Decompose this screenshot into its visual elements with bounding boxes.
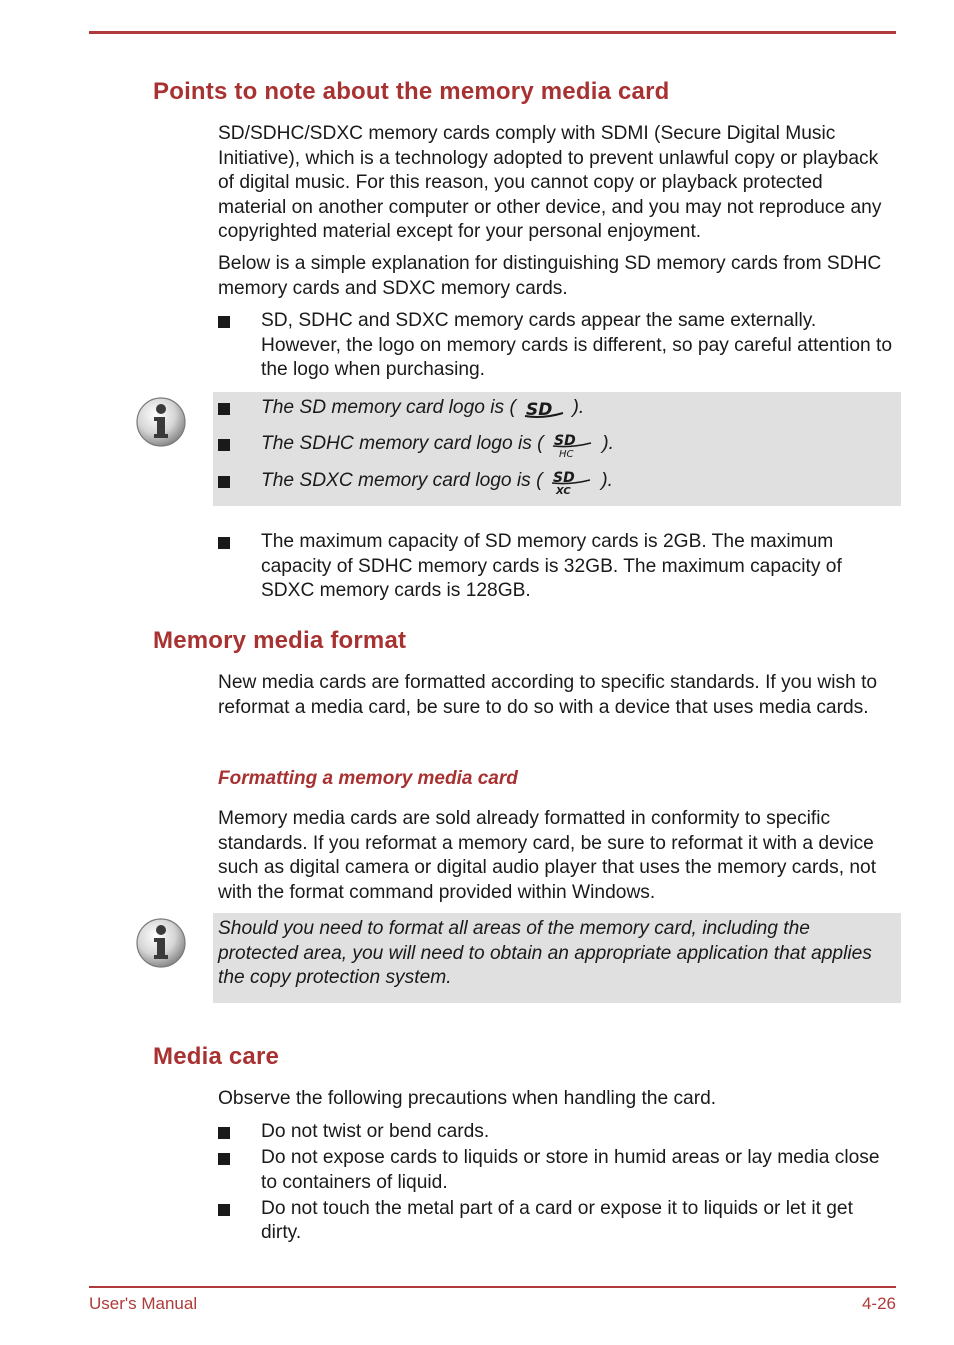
info-icon <box>135 917 187 969</box>
list-item-text: Do not expose cards to liquids or store in humid areas or lay media close to containers of liquid. <box>261 1147 880 1193</box>
list-item <box>218 1197 898 1246</box>
list-item-text: The SDXC memory card logo is ( <box>261 469 543 491</box>
sd-logo-icon <box>523 399 565 419</box>
section-heading-care: Media care <box>153 1043 280 1070</box>
list-item <box>218 1120 898 1145</box>
note-logos <box>213 392 901 506</box>
list-item <box>218 1146 898 1195</box>
list-item-text: ). <box>601 469 613 491</box>
bullet-square-icon <box>218 537 230 549</box>
list-item <box>218 530 898 604</box>
paragraph-sdmi: SD/SDHC/SDXC memory cards comply with SDMI (Secure Digital Music Initiative), which is a technology adopted to prevent unlawful copy or playback of digital music. For this reason, you cannot copy or playback protected material on another computer or other device, and you may not reproduce any copyrighted material except for your personal enjoyment. <box>218 123 882 242</box>
bullet-square-icon <box>218 476 230 488</box>
list-item-text: ). <box>602 432 614 454</box>
list-item <box>218 432 898 458</box>
bullet-square-icon <box>218 316 230 328</box>
bullet-square-icon <box>218 403 230 415</box>
svg-text:XC: XC <box>555 485 571 495</box>
bullet-square-icon <box>218 1153 230 1165</box>
list-item <box>218 396 898 421</box>
sdhc-logo-icon <box>551 432 595 458</box>
note-logo-list <box>213 392 898 495</box>
bullet-square-icon <box>218 1127 230 1139</box>
paragraph-distinguish: Below is a simple explanation for distinguishing SD memory cards from SDHC memory cards and SDXC memory cards. <box>218 253 882 299</box>
list-item-text: The SD memory card logo is ( <box>261 397 516 418</box>
sdxc-logo-icon <box>550 469 594 495</box>
note-text: Should you need to format all areas of the memory card, including the protected area, you will need to obtain an appropriate application that applies the copy protection system. <box>218 918 872 988</box>
paragraph-care: Observe the following precautions when handling the card. <box>218 1088 717 1109</box>
svg-text:SD: SD <box>553 432 576 449</box>
bullet-list-capacity <box>218 530 898 604</box>
section-heading-format: Memory media format <box>153 627 407 654</box>
paragraph-format: New media cards are formatted according to specific standards. If you wish to reformat a media card, be sure to do so with a device that uses media cards. <box>218 672 878 718</box>
footer-title: User's Manual <box>89 1294 198 1313</box>
info-icon <box>135 396 187 448</box>
svg-text:HC: HC <box>558 448 574 458</box>
list-item <box>218 469 898 495</box>
list-item-text: Do not twist or bend cards. <box>261 1121 490 1142</box>
bullet-list-care <box>218 1120 898 1247</box>
svg-text:SD: SD <box>526 400 553 419</box>
list-item-text: The SDHC memory card logo is ( <box>261 432 544 454</box>
bullet-square-icon <box>218 439 230 451</box>
header-rule <box>89 31 896 34</box>
footer-rule <box>89 1286 896 1288</box>
list-item-text: SD, SDHC and SDXC memory cards appear the same externally. However, the logo on memory cards is different, so pay careful attention to the logo when purchasing. <box>261 310 893 380</box>
section-heading-points: Points to note about the memory media card <box>153 78 670 105</box>
note-format <box>213 913 901 1003</box>
bullet-square-icon <box>218 1204 230 1216</box>
list-item-text: ). <box>572 397 585 418</box>
bullet-list-appearance <box>218 309 898 383</box>
paragraph-formatting: Memory media cards are sold already formatted in conformity to specific standards. If you reformat a memory card, be sure to reformat it with a device such as digital camera or digital audio player that uses the memory cards, not with the format command provided within Windows. <box>218 808 877 903</box>
page-number: 4-26 <box>861 1294 896 1313</box>
subheading-formatting: Formatting a memory media card <box>218 768 518 789</box>
list-item-text: Do not touch the metal part of a card or expose it to liquids or let it get dirty. <box>261 1197 853 1243</box>
list-item <box>218 309 898 383</box>
svg-text:SD: SD <box>552 469 575 486</box>
list-item-text: The maximum capacity of SD memory cards is 2GB. The maximum capacity of SDHC memory cards is 32GB. The maximum capacity of SDXC memory cards is 128GB. <box>261 531 842 601</box>
